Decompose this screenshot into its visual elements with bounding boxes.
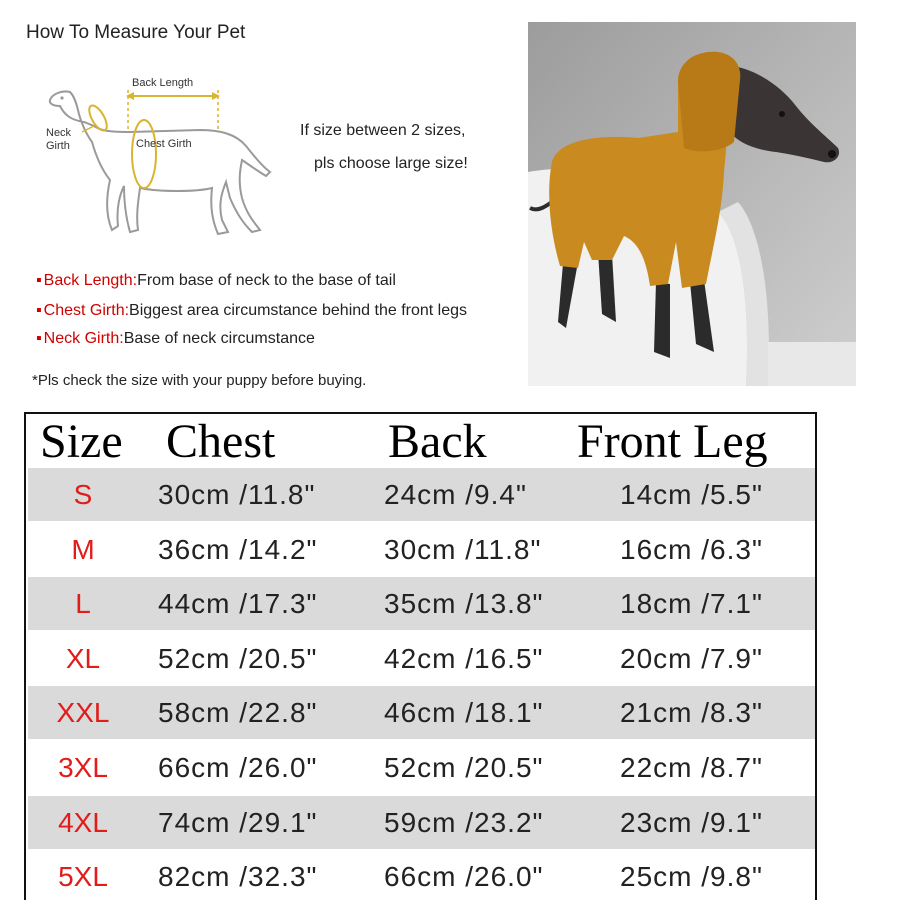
size-chart-table [24, 412, 817, 900]
table-row [28, 796, 815, 849]
table-header [26, 414, 815, 468]
check-size-note: *Pls check the size with your puppy before buying. [32, 372, 367, 389]
dog-outline-icon [50, 91, 270, 234]
table-row [28, 577, 815, 630]
size-cell: 4XL [58, 806, 108, 838]
size-note-line-1: If size between 2 sizes, [300, 122, 466, 139]
definition-chest-girth: ▪ Chest Girth:Biggest area circumstance behind the front legs [36, 302, 467, 319]
size-cell: 5XL [58, 861, 108, 893]
bullet-icon: ▪ [36, 272, 42, 289]
chest-cell: 66cm /26.0" [158, 752, 318, 783]
size-note-line-2: pls choose large size! [314, 155, 468, 172]
chest-cell: 30cm /11.8" [158, 479, 316, 510]
chest-cell: 44cm /17.3" [158, 588, 318, 620]
chest-cell: 36cm /14.2" [158, 533, 318, 565]
back-length-label: Back Length [132, 77, 194, 89]
size-cell: M [71, 533, 95, 565]
back-cell: 35cm /13.8" [384, 588, 544, 620]
header-front-leg: Front Leg [577, 415, 768, 468]
guide-title: How To Measure Your Pet [26, 22, 246, 43]
chest-cell: 52cm /20.5" [158, 642, 318, 674]
table-row [28, 686, 815, 739]
size-cell: XL [65, 642, 101, 674]
front-leg-cell: 22cm /8.7" [620, 752, 763, 783]
front-leg-cell: 25cm /9.8" [620, 861, 763, 893]
back-cell: 66cm /26.0" [384, 861, 544, 893]
front-leg-cell: 20cm /7.9" [620, 642, 763, 674]
definition-back-length: ▪ Back Length:From base of neck to the base of tail [36, 272, 396, 289]
size-cell: 3XL [58, 752, 108, 783]
front-leg-cell: 14cm /5.5" [620, 479, 763, 510]
front-leg-cell: 21cm /8.3" [620, 697, 763, 729]
bullet-icon: ▪ [36, 302, 42, 319]
header-chest: Chest [166, 415, 276, 468]
front-leg-cell: 18cm /7.1" [620, 588, 763, 620]
front-leg-cell: 16cm /6.3" [620, 533, 763, 565]
bullet-icon: ▪ [36, 330, 42, 347]
back-cell: 42cm /16.5" [384, 642, 544, 674]
back-cell: 46cm /18.1" [384, 697, 544, 729]
table-row [28, 468, 815, 521]
back-cell: 59cm /23.2" [384, 806, 544, 838]
back-cell: 30cm /11.8" [384, 533, 542, 565]
table-row [28, 850, 815, 903]
size-cell: XXL [56, 697, 110, 729]
back-cell: 52cm /20.5" [384, 752, 544, 783]
table-row [28, 523, 815, 576]
size-cell: S [73, 479, 93, 510]
header-size: Size [40, 415, 123, 468]
chest-cell: 82cm /32.3" [158, 861, 318, 893]
size-cell: L [75, 588, 91, 620]
product-photo [528, 22, 856, 386]
dog-outline-diagram [40, 70, 280, 250]
table-row [28, 741, 815, 794]
size-note [300, 114, 500, 180]
table-row [28, 632, 815, 685]
chest-cell: 74cm /29.1" [158, 806, 318, 838]
definition-neck-girth: ▪ Neck Girth:Base of neck circumstance [36, 330, 315, 347]
back-cell: 24cm /9.4" [384, 479, 527, 510]
chest-girth-label: Chest Girth [136, 138, 192, 150]
neck-girth-label-2: Girth [46, 140, 70, 152]
header-back: Back [388, 415, 487, 468]
neck-girth-label-1: Neck [46, 127, 72, 139]
chest-cell: 58cm /22.8" [158, 697, 318, 729]
front-leg-cell: 23cm /9.1" [620, 806, 763, 838]
